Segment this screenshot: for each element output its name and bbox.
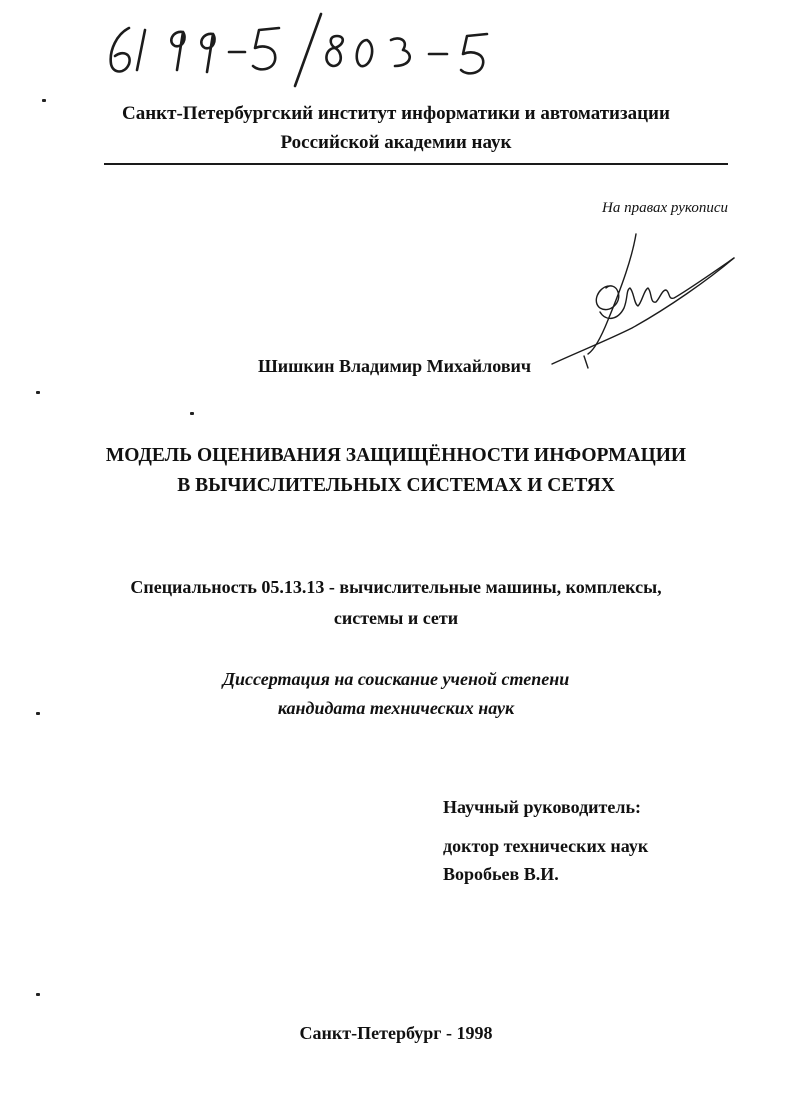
supervisor-label: Научный руководитель: [443,797,641,817]
specialty [0,572,792,634]
dissertation-line-1: Диссертация на соискание ученой степени [222,669,570,689]
thesis-title-line-1: МОДЕЛЬ ОЦЕНИВАНИЯ ЗАЩИЩЁННОСТИ ИНФОРМАЦИИ [105,445,687,466]
scan-speck [36,391,40,394]
thesis-title [0,441,792,501]
dissertation-degree [0,665,792,723]
specialty-line-1: Специальность 05.13.13 - вычислительные машины, комплексы, [130,577,662,597]
institute-line-2: Российской академии наук [280,132,512,153]
header-divider [104,163,728,165]
supervisor-name: Воробьев В.И. [443,864,559,884]
scan-speck [36,993,40,996]
thesis-title-line-2: В ВЫЧИСЛИТЕЛЬНЫХ СИСТЕМАХ И СЕТЯХ [177,475,615,496]
signature [548,228,738,378]
specialty-line-2: системы и сети [333,608,459,628]
scan-speck [190,412,194,415]
dissertation-line-2: кандидата технических наук [277,698,515,718]
author-name: Шишкин Владимир Михайлович [258,356,532,376]
manuscript-rights-note: На правах рукописи [602,200,728,216]
supervisor-degree: доктор технических наук [443,836,649,856]
scan-speck [42,99,46,102]
city-year: Санкт-Петербург - 1998 [299,1023,493,1043]
institute-line-1: Санкт-Петербургский институт информатики и автоматизации [122,103,670,124]
institute-header [0,99,792,157]
handwritten-archive-number [95,8,515,88]
scan-speck [36,712,40,715]
